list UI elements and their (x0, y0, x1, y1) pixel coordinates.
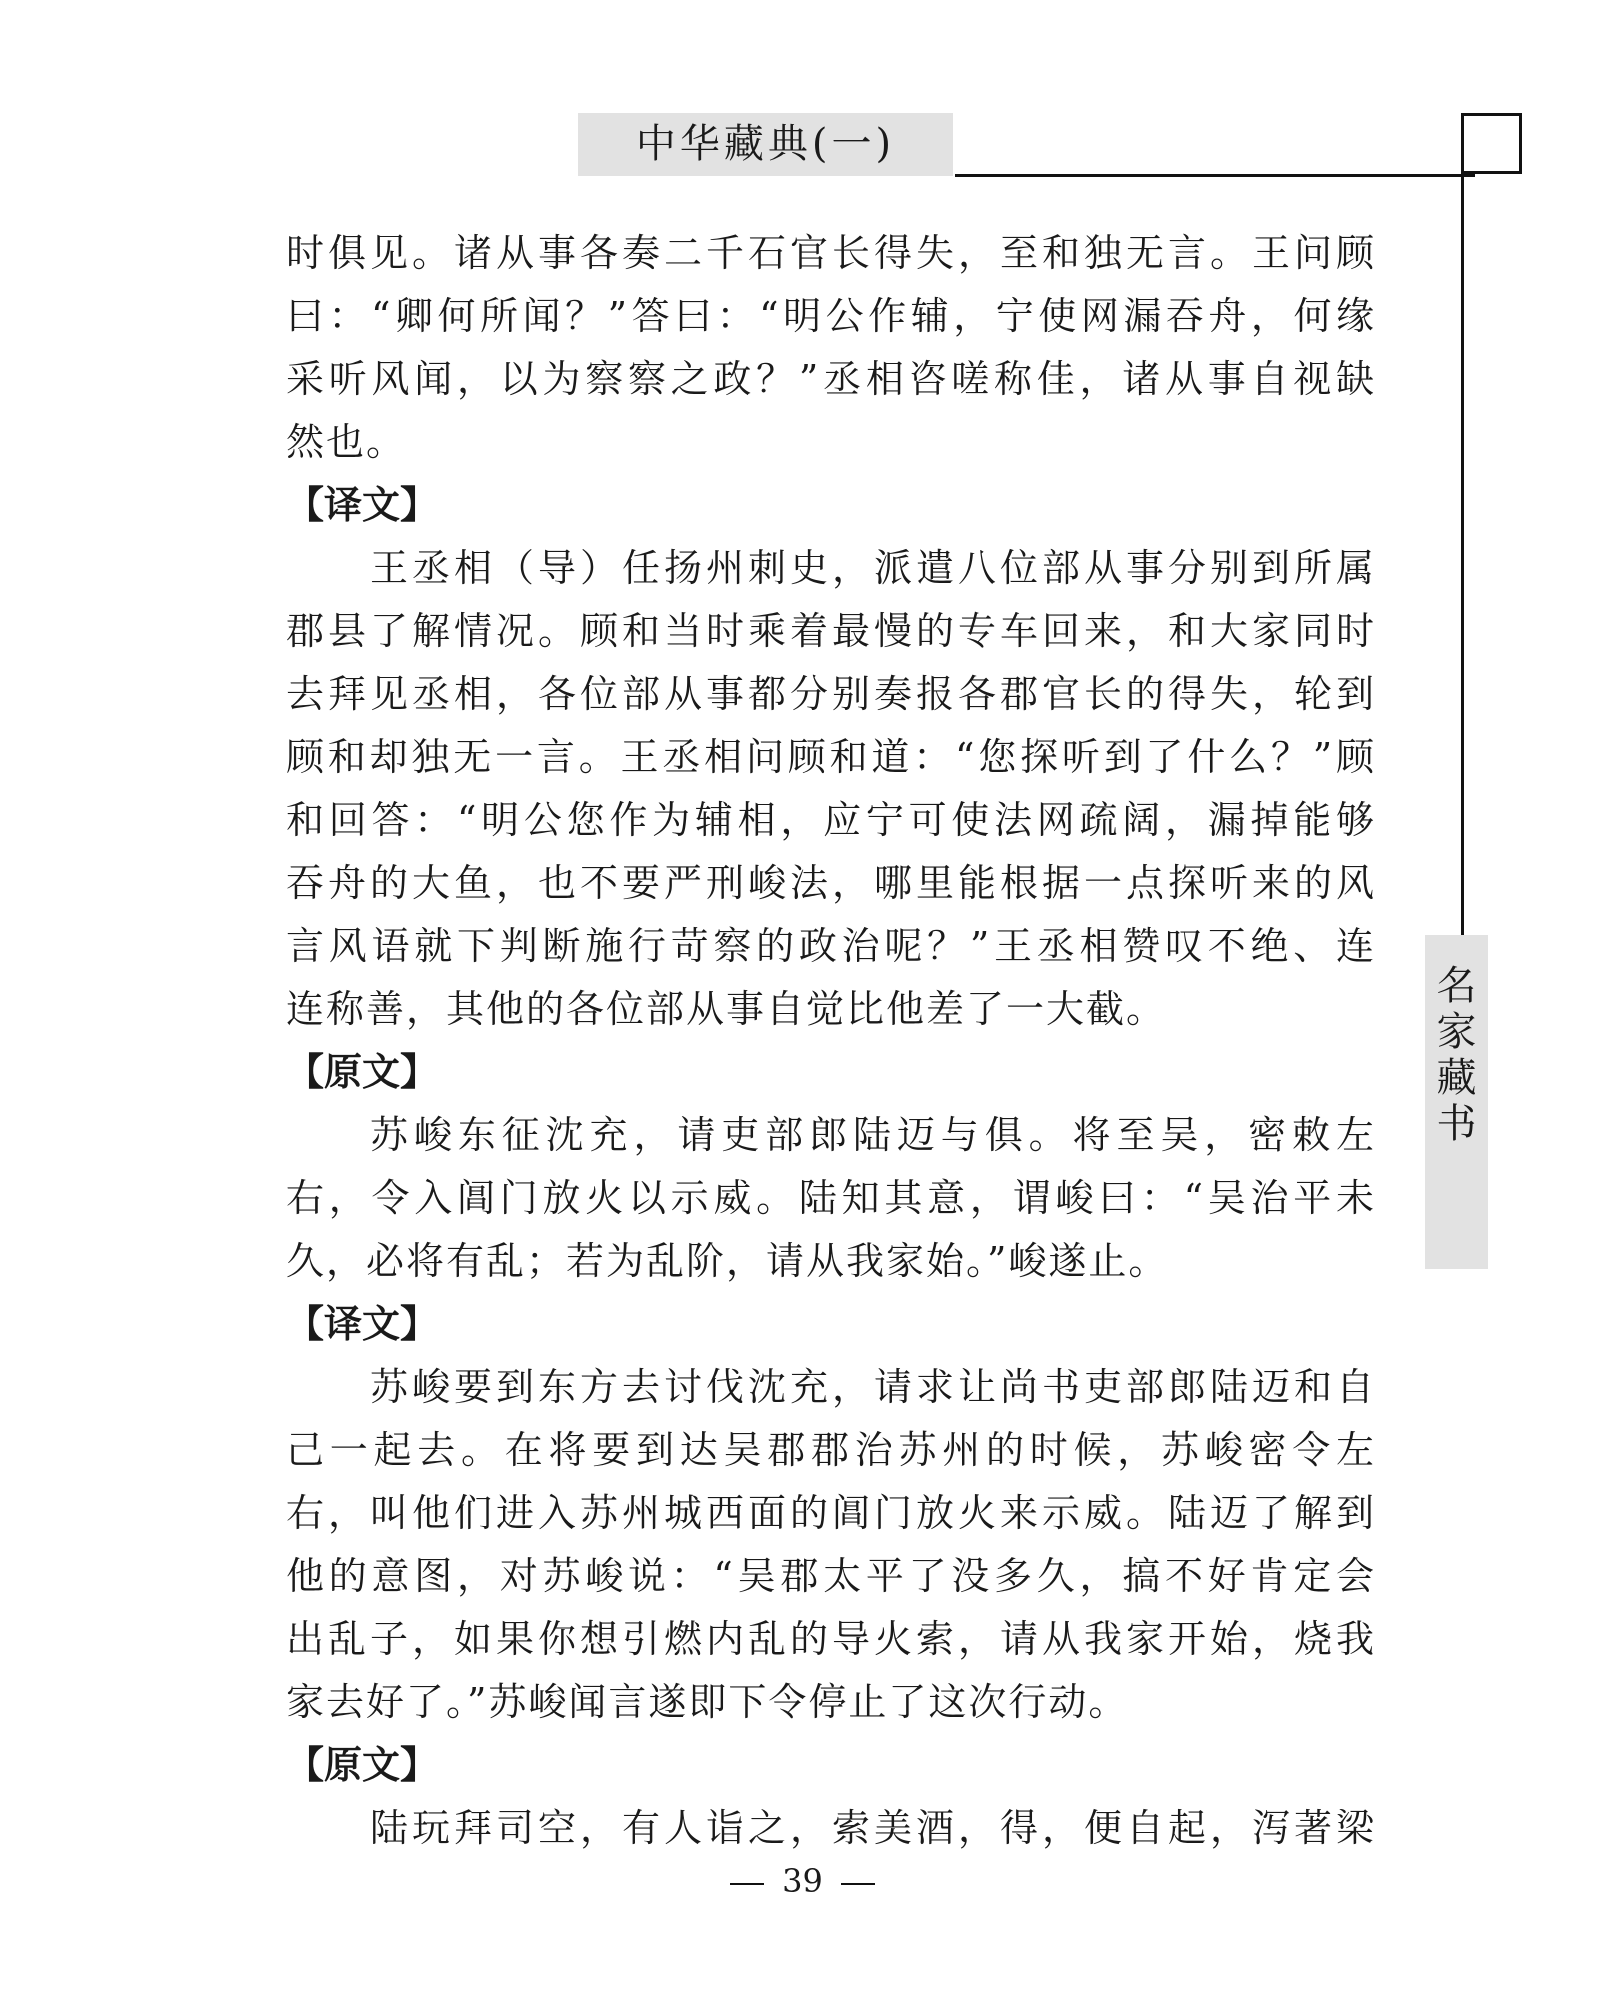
section-heading: 【原文】 (286, 1050, 439, 1094)
side-tab-char: 藏 (1436, 1055, 1477, 1101)
text-line: 吞舟的大鱼，也不要严刑峻法，哪里能根据一点探听来的风 (286, 861, 1376, 905)
text-line: 连称善，其他的各位部从事自觉比他差了一大截。 (286, 987, 1167, 1031)
footer-dash (841, 1883, 875, 1885)
text-line: 己一起去。在将要到达吴郡郡治苏州的时候，苏峻密令左 (286, 1428, 1376, 1472)
section-heading: 【译文】 (286, 1302, 439, 1346)
text-line: 苏峻要到东方去讨伐沈充，请求让尚书吏部郎陆迈和自 (370, 1365, 1376, 1409)
book-title: 中华藏典(一) (578, 113, 953, 176)
text-line: 时俱见。诸从事各奏二千石官长得失，至和独无言。王问顾 (286, 231, 1376, 275)
text-line: 王丞相（导）任扬州刺史，派遣八位部从事分别到所属 (370, 546, 1376, 590)
text-line: 言风语就下判断施行苛察的政治呢？”王丞相赞叹不绝、连 (286, 924, 1376, 968)
text-line: 他的意图，对苏峻说：“吴郡太平了没多久，搞不好肯定会 (286, 1554, 1376, 1598)
text-line: 郡县了解情况。顾和当时乘着最慢的专车回来，和大家同时 (286, 609, 1376, 653)
text-line: 去拜见丞相，各位部从事都分别奏报各郡官长的得失，轮到 (286, 672, 1376, 716)
side-tab-char: 家 (1436, 1009, 1477, 1055)
side-tab-char: 书 (1436, 1101, 1477, 1147)
side-tab-char: 名 (1436, 963, 1477, 1009)
text-line: 顾和却独无一言。王丞相问顾和道：“您探听到了什么？”顾 (286, 735, 1376, 779)
section-heading: 【译文】 (286, 483, 439, 527)
vertical-rule (1461, 176, 1464, 936)
text-line: 出乱子，如果你想引燃内乱的导火索，请从我家开始，烧我 (286, 1617, 1376, 1661)
text-line: 久，必将有乱；若为乱阶，请从我家始。”峻遂止。 (286, 1239, 1169, 1283)
text-line: 陆玩拜司空，有人诣之，索美酒，得，便自起，泻著梁 (370, 1806, 1376, 1850)
text-line: 曰：“卿何所闻？”答曰：“明公作辅，宁使网漏吞舟，何缘 (286, 294, 1376, 338)
text-line: 右，叫他们进入苏州城西面的阊门放火来示威。陆迈了解到 (286, 1491, 1376, 1535)
page-footer (0, 1862, 1605, 1900)
section-heading: 【原文】 (286, 1743, 439, 1787)
page-number: 39 (782, 1862, 823, 1900)
text-line: 苏峻东征沈充，请吏部郎陆迈与俱。将至吴，密敕左 (370, 1113, 1376, 1157)
header-rule (955, 174, 1475, 177)
text-line: 然也。 (286, 420, 407, 464)
page-body (286, 222, 1376, 1860)
footer-dash (730, 1883, 764, 1885)
side-tab (1425, 935, 1488, 1269)
text-line: 采听风闻，以为察察之政？”丞相咨嗟称佳，诸从事自视缺 (286, 357, 1376, 401)
text-line: 家去好了。”苏峻闻言遂即下令停止了这次行动。 (286, 1680, 1129, 1724)
corner-box (1461, 113, 1522, 174)
text-line: 和回答：“明公您作为辅相，应宁可使法网疏阔，漏掉能够 (286, 798, 1376, 842)
text-line: 右，令入阊门放火以示威。陆知其意，谓峻曰：“吴治平未 (286, 1176, 1376, 1220)
